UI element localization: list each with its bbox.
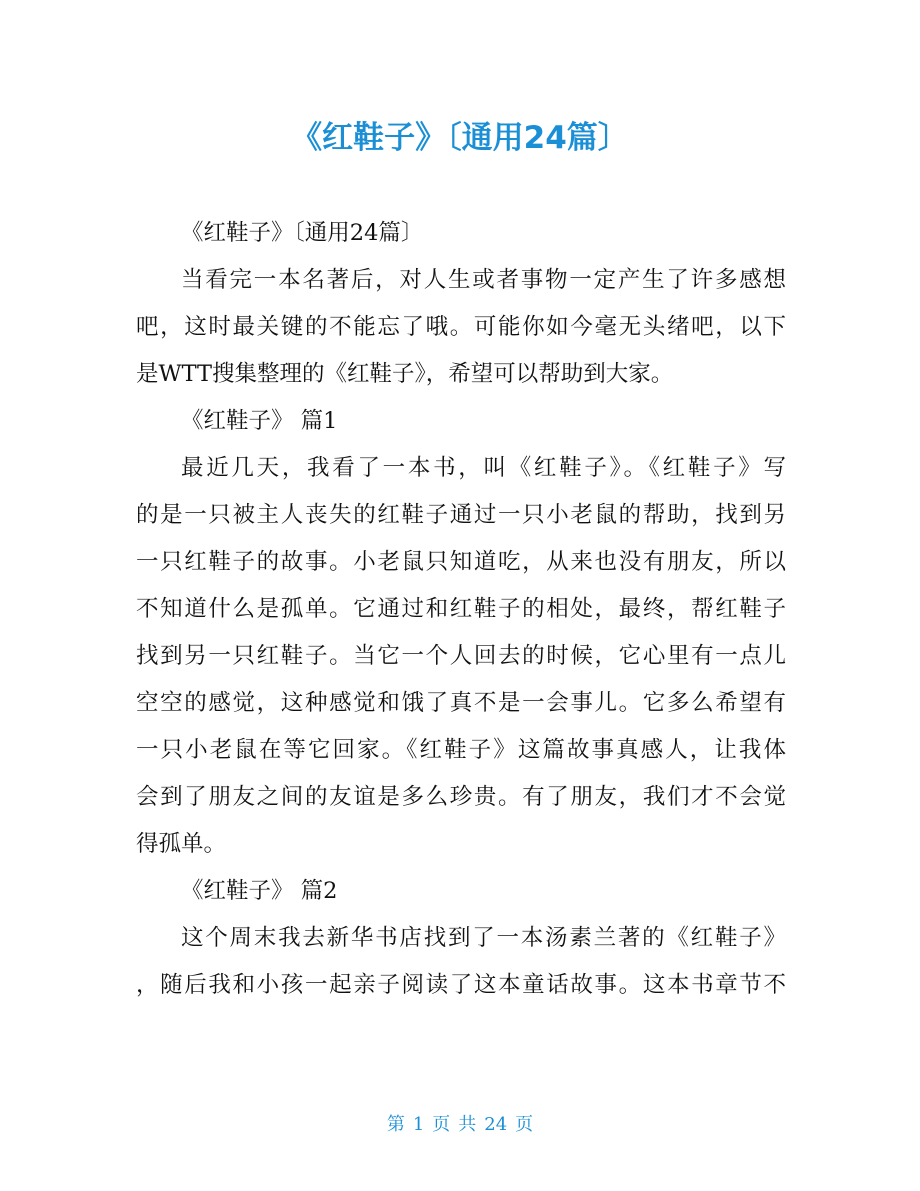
essay1-line-6: 空空的感觉，这种感觉和饿了真不是一会事儿。它多么希望有	[136, 690, 786, 716]
footer-prefix: 第	[386, 1114, 405, 1135]
subtitle-line: 《红鞋子》〔通用24篇〕	[181, 220, 424, 246]
document-body	[136, 210, 786, 1009]
essay1-line-9: 得孤单。	[136, 831, 227, 857]
essay2-line-1: 这个周末我去新华书店找到了一本汤素兰著的《红鞋子》	[181, 925, 786, 951]
footer-current-page: 1	[412, 1114, 425, 1135]
intro-line-1: 当看完一本名著后，对人生或者事物一定产生了许多感想	[181, 267, 786, 293]
essay2-line-2: ，随后我和小孩一起亲子阅读了这本童话故事。这本书章节不	[136, 972, 786, 998]
essay1-line-7: 一只小老鼠在等它回家。《红鞋子》这篇故事真感人，让我体	[136, 737, 786, 763]
footer-total-label: 共	[458, 1114, 477, 1135]
essay1-line-3: 一只红鞋子的故事。小老鼠只知道吃，从来也没有朋友，所以	[136, 549, 786, 575]
intro-line-3: 是WTT搜集整理的《红鞋子》，希望可以帮助到大家。	[136, 361, 674, 387]
footer-total-pages: 24	[484, 1114, 508, 1135]
section-heading-1: 《红鞋子》 篇1	[181, 408, 338, 434]
essay1-line-8: 会到了朋友之间的友谊是多么珍贵。有了朋友，我们才不会觉	[136, 784, 786, 810]
essay1-line-4: 不知道什么是孤单。它通过和红鞋子的相处，最终，帮红鞋子	[136, 596, 786, 622]
page-footer	[0, 1111, 920, 1139]
section-heading-2: 《红鞋子》 篇2	[181, 878, 338, 904]
footer-page-label: 页	[432, 1114, 451, 1135]
document-title: 《红鞋子》〔通用24篇〕	[291, 120, 629, 156]
essay1-line-1: 最近几天，我看了一本书，叫《红鞋子》。《红鞋子》写	[181, 455, 786, 481]
footer-suffix: 页	[515, 1114, 534, 1135]
intro-line-2: 吧，这时最关键的不能忘了哦。可能你如今毫无头绪吧，以下	[136, 314, 786, 340]
essay1-line-2: 的是一只被主人丧失的红鞋子通过一只小老鼠的帮助，找到另	[136, 502, 786, 528]
essay1-line-5: 找到另一只红鞋子。当它一个人回去的时候，它心里有一点儿	[136, 643, 786, 669]
